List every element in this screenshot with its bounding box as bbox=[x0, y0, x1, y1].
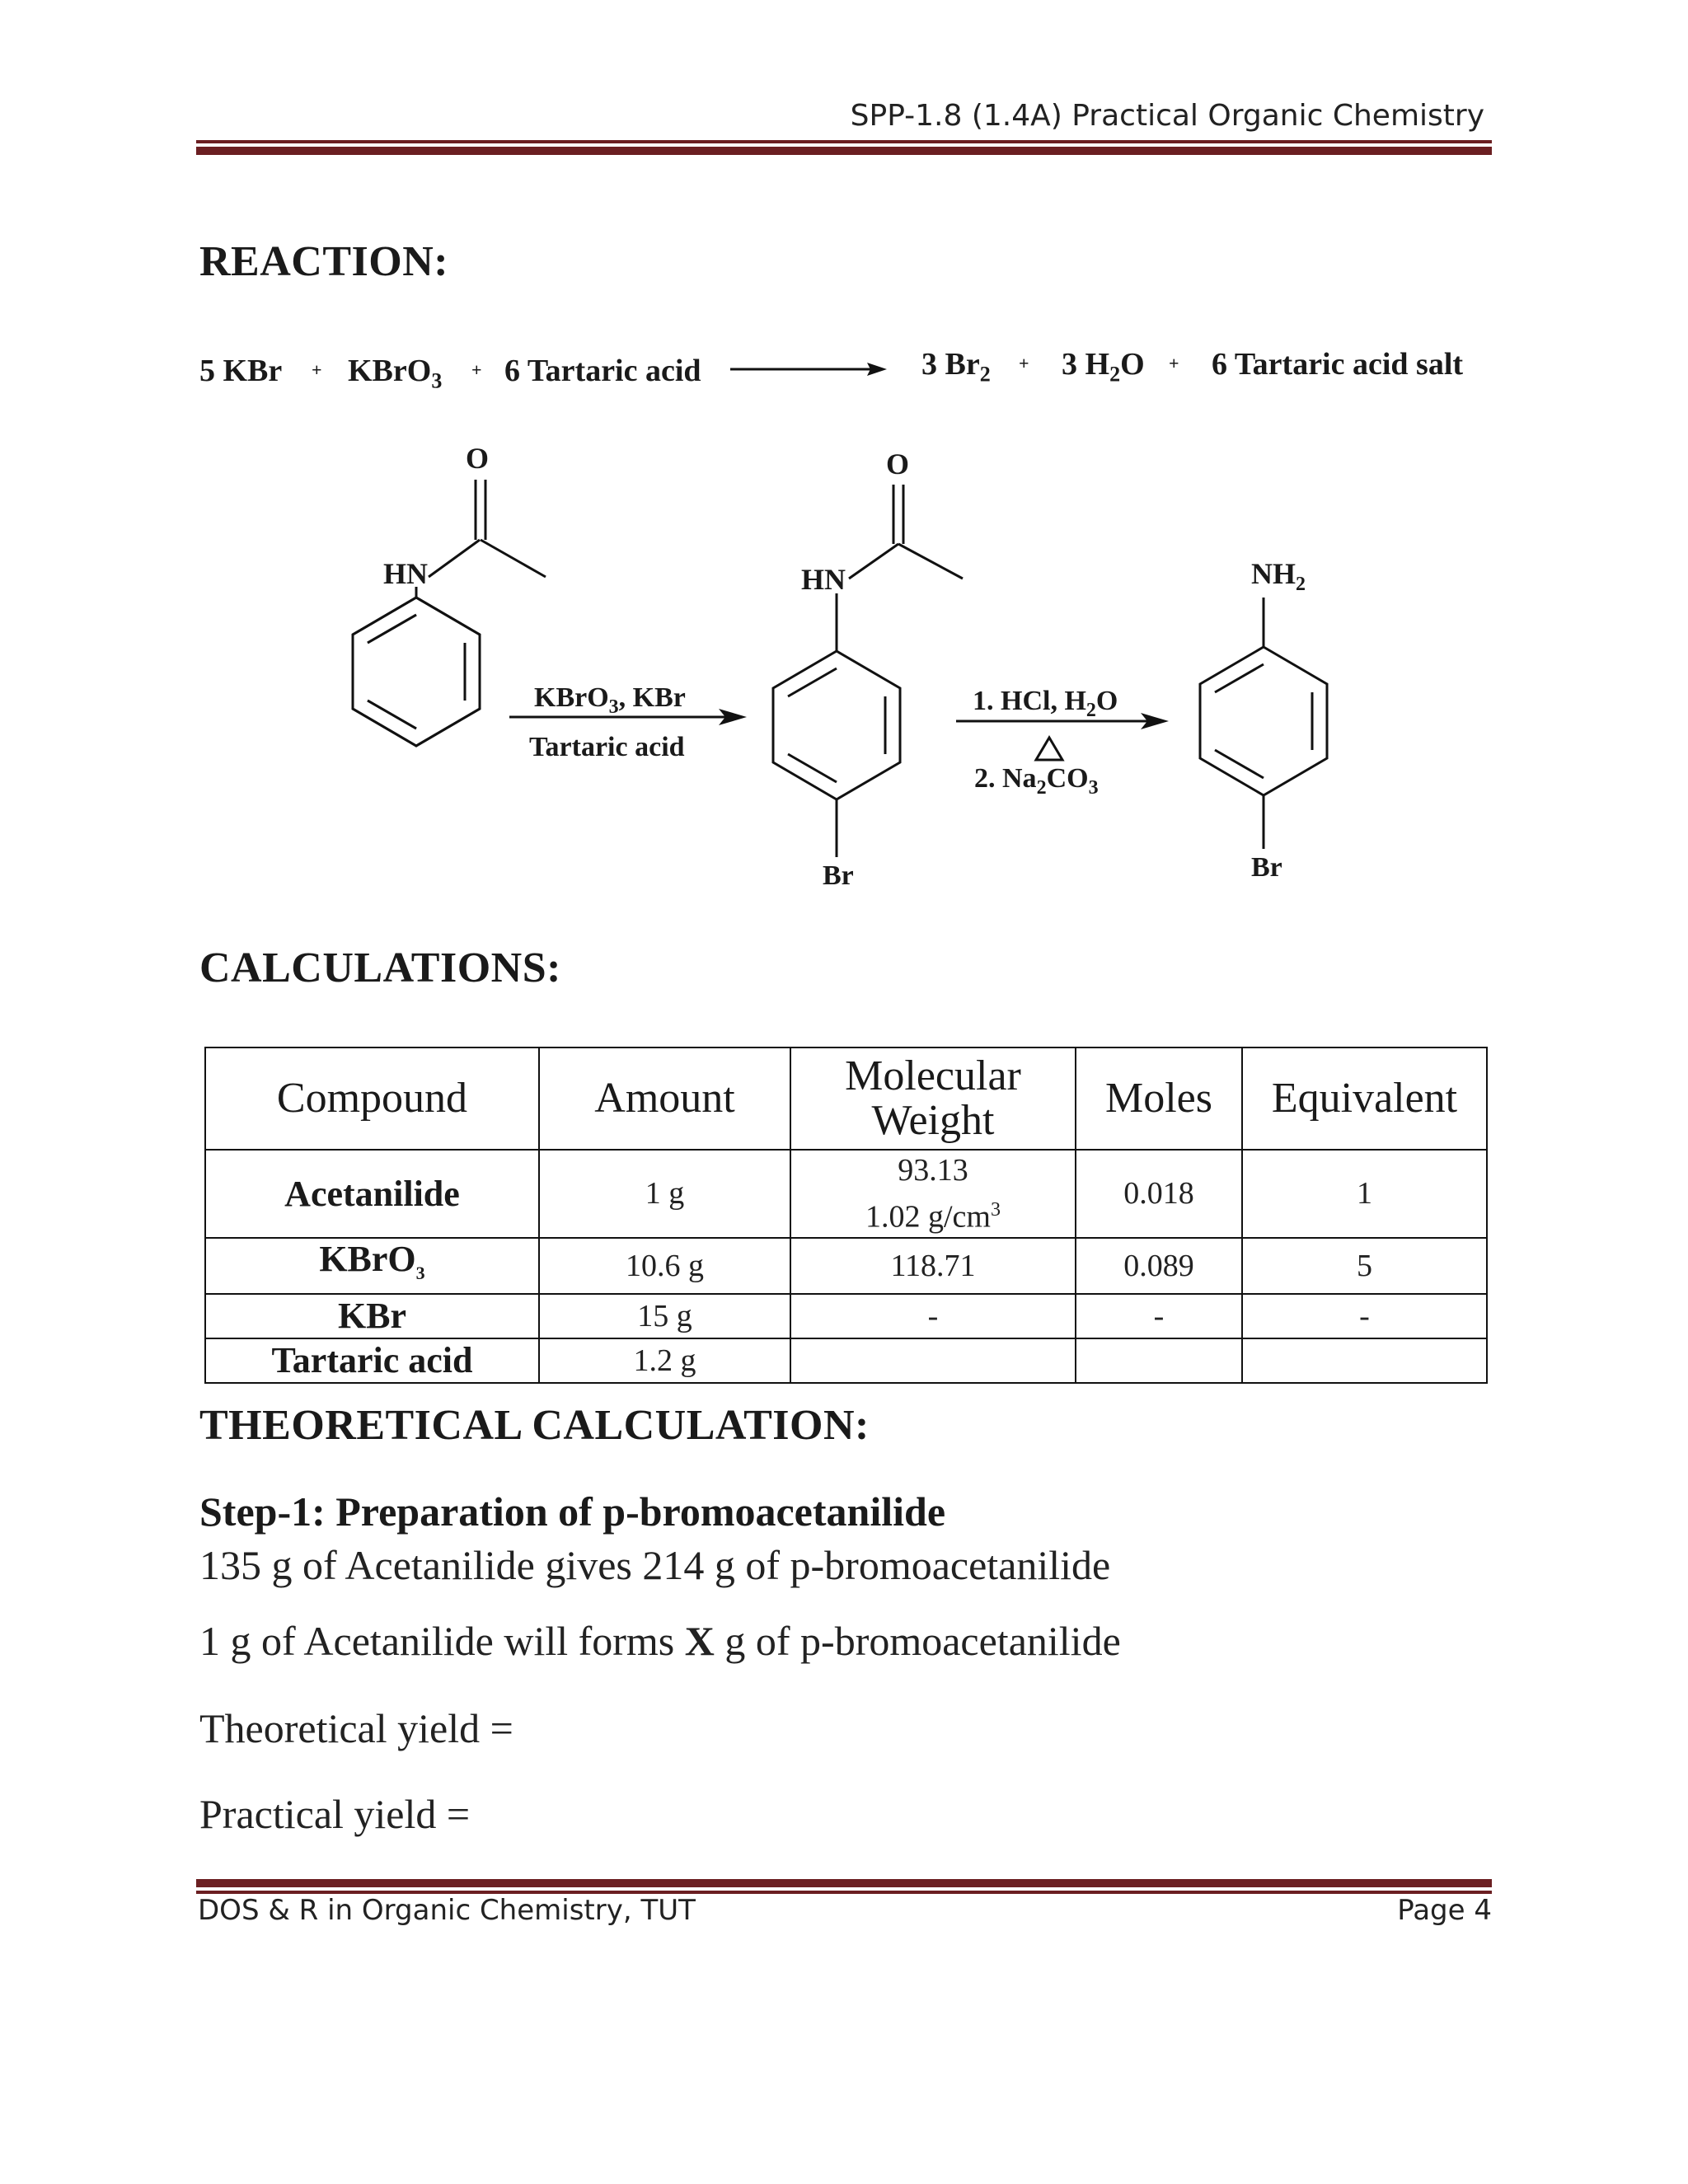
cell-moles: 0.089 bbox=[1076, 1238, 1242, 1295]
cell-amount: 1 g bbox=[539, 1150, 790, 1238]
cell-compound: Acetanilide bbox=[205, 1150, 539, 1238]
mol1-oxygen-label: O bbox=[466, 442, 490, 475]
header-equivalent: Equivalent bbox=[1242, 1047, 1487, 1150]
practical-yield-label: Practical yield = bbox=[199, 1791, 471, 1837]
footer-page-number: Page 4 bbox=[1397, 1894, 1492, 1927]
reagent1-line1: KBrO$_3$, KBr bbox=[534, 682, 686, 718]
cell-moles: - bbox=[1076, 1294, 1242, 1338]
mol2-hn-label: HN bbox=[801, 563, 846, 596]
acetanilide-ring bbox=[0, 412, 1688, 923]
theoretical-heading: THEORETICAL CALCULATION: bbox=[199, 1402, 870, 1449]
mol2-br-label: Br bbox=[823, 860, 854, 891]
cell-molecular-weight: 118.71 bbox=[790, 1238, 1076, 1295]
calculations-table bbox=[204, 1047, 1488, 1384]
cell-equivalent bbox=[1242, 1338, 1487, 1383]
cell-equivalent: 1 bbox=[1242, 1150, 1487, 1238]
reagent2-line1: 1. HCl, $H_2O$ bbox=[973, 686, 1118, 721]
cell-compound: Tartaric acid bbox=[205, 1338, 539, 1383]
eq-reactant-kbro3: KBrO$_3$ bbox=[348, 354, 443, 393]
cell-equivalent: - bbox=[1242, 1294, 1487, 1338]
cell-amount: 15 g bbox=[539, 1294, 790, 1338]
theory-line2: 1 g of Acetanilide will forms X g of p-bromoacetanilide bbox=[199, 1618, 1121, 1664]
table-row bbox=[205, 1338, 1487, 1383]
header-amount: Amount bbox=[539, 1047, 790, 1150]
cell-molecular-weight: 93.13 1.02 $g/cm^3$ bbox=[790, 1150, 1076, 1238]
cell-equivalent: 5 bbox=[1242, 1238, 1487, 1295]
theory-line1: 135 g of Acetanilide gives 214 g of p-bromoacetanilide bbox=[199, 1542, 1111, 1588]
eq-plus: + bbox=[471, 359, 482, 380]
eq-plus: + bbox=[312, 359, 322, 380]
header-moles: Moles bbox=[1076, 1047, 1242, 1150]
theoretical-yield-label: Theoretical yield = bbox=[199, 1705, 513, 1751]
cell-amount: 10.6 g bbox=[539, 1238, 790, 1295]
table-row bbox=[205, 1238, 1487, 1295]
mol1-hn-label: HN bbox=[383, 557, 428, 590]
mol3-br-label: Br bbox=[1251, 852, 1282, 883]
eq-plus: + bbox=[1169, 353, 1179, 373]
header-compound: Compound bbox=[205, 1047, 539, 1150]
cell-compound: KBr bbox=[205, 1294, 539, 1338]
cell-moles: 0.018 bbox=[1076, 1150, 1242, 1238]
mol3-nh2-label: $NH_2$ bbox=[1251, 557, 1306, 596]
footer-rule bbox=[196, 1879, 1492, 1894]
table-row bbox=[205, 1150, 1487, 1238]
eq-product-salt: 6 Tartaric acid salt bbox=[1212, 347, 1464, 382]
eq-product-h2o: 3 $H_2O$ bbox=[1062, 347, 1145, 387]
page-header-title: SPP-1.8 (1.4A) Practical Organic Chemistry bbox=[850, 99, 1484, 133]
eq-product-br2: 3 $Br_2$ bbox=[921, 347, 991, 387]
eq-plus: + bbox=[1019, 353, 1029, 373]
calculations-heading: CALCULATIONS: bbox=[199, 944, 561, 991]
cell-molecular-weight: - bbox=[790, 1294, 1076, 1338]
cell-moles bbox=[1076, 1338, 1242, 1383]
eq-reactant-tartaric: 6 Tartaric acid bbox=[504, 354, 701, 388]
mol2-oxygen-label: O bbox=[886, 448, 910, 480]
table-row bbox=[205, 1294, 1487, 1338]
cell-molecular-weight bbox=[790, 1338, 1076, 1383]
reaction-heading: REACTION: bbox=[199, 238, 449, 285]
eq-reactant-kbr: 5 KBr bbox=[199, 354, 283, 388]
reagent1-line2: Tartaric acid bbox=[529, 732, 685, 762]
cell-amount: 1.2 g bbox=[539, 1338, 790, 1383]
cell-compound: KBrO$_3$ bbox=[205, 1238, 539, 1295]
footer-left-text: DOS & R in Organic Chemistry, TUT bbox=[198, 1894, 696, 1927]
header-molecular-weight: Molecular Weight bbox=[790, 1047, 1076, 1150]
step-title: Step-1: Preparation of p-bromoacetanilide bbox=[199, 1488, 946, 1535]
table-header-row bbox=[205, 1047, 1487, 1150]
reagent2-line2: 2. $Na_2CO_3$ bbox=[974, 763, 1099, 799]
